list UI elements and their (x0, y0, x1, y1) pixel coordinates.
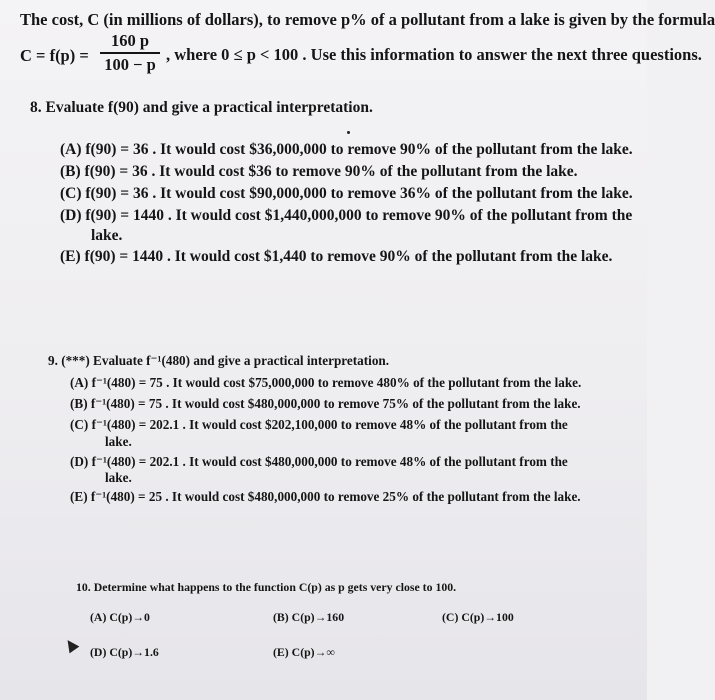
intro-line: The cost, C (in millions of dollars), to remove p% of a pollutant from a lake is given by the formula (20, 10, 715, 29)
q10-option-b[interactable]: (B) C(p)→160 (273, 610, 345, 624)
formula-lhs: C = f(p) = (20, 46, 89, 65)
question-10-stem: 10. Determine what happens to the function C(p) as p gets very close to 100. (76, 580, 457, 594)
q10-option-e[interactable]: (E) C(p)→∞ (273, 645, 335, 659)
formula-condition: , where 0 ≤ p < 100 . Use this information to answer the next three questions. (166, 45, 702, 64)
question-8-stem: 8. Evaluate f(90) and give a practical interpretation. (30, 99, 373, 116)
q9-option-c-continued: lake. (105, 434, 132, 449)
q9-option-e[interactable]: (E) f⁻¹(480) = 25 . It would cost $480,000,000 to remove 25% of the pollutant from the lake. (70, 489, 581, 504)
pen-mark (347, 131, 350, 134)
q9-option-a[interactable]: (A) f⁻¹(480) = 75 . It would cost $75,000,000 to remove 480% of the pollutant from the lake. (70, 375, 582, 390)
q10-option-d[interactable]: (D) C(p)→1.6 (90, 645, 159, 659)
q8-option-d[interactable]: (D) f(90) = 1440 . It would cost $1,440,000,000 to remove 90% of the pollutant from the (60, 207, 633, 224)
q8-option-d-continued: lake. (91, 227, 123, 244)
q10-option-a[interactable]: (A) C(p)→0 (90, 610, 150, 624)
q9-option-d[interactable]: (D) f⁻¹(480) = 202.1 . It would cost $480,000,000 to remove 48% of the pollutant from the (70, 454, 568, 469)
q8-option-a[interactable]: (A) f(90) = 36 . It would cost $36,000,000 to remove 90% of the pollutant from the lake. (60, 141, 633, 158)
mouse-pointer-icon (63, 637, 80, 654)
question-9-stem: 9. (***) Evaluate f⁻¹(480) and give a practical interpretation. (48, 353, 390, 368)
q10-option-c[interactable]: (C) C(p)→100 (442, 610, 514, 624)
fraction-bar (100, 52, 160, 54)
q8-option-e[interactable]: (E) f(90) = 1440 . It would cost $1,440 to remove 90% of the pollutant from the lake. (60, 248, 613, 265)
formula-denominator: 100 − p (104, 55, 156, 74)
q8-option-b[interactable]: (B) f(90) = 36 . It would cost $36 to remove 90% of the pollutant from the lake. (60, 163, 578, 180)
q9-option-c[interactable]: (C) f⁻¹(480) = 202.1 . It would cost $202,100,000 to remove 48% of the pollutant from the (70, 417, 568, 432)
q9-option-d-continued: lake. (105, 470, 132, 485)
q8-option-c[interactable]: (C) f(90) = 36 . It would cost $90,000,000 to remove 36% of the pollutant from the lake. (60, 185, 633, 202)
q9-option-b[interactable]: (B) f⁻¹(480) = 75 . It would cost $480,000,000 to remove 75% of the pollutant from the lake. (70, 396, 581, 411)
formula-numerator: 160 p (110, 31, 150, 50)
